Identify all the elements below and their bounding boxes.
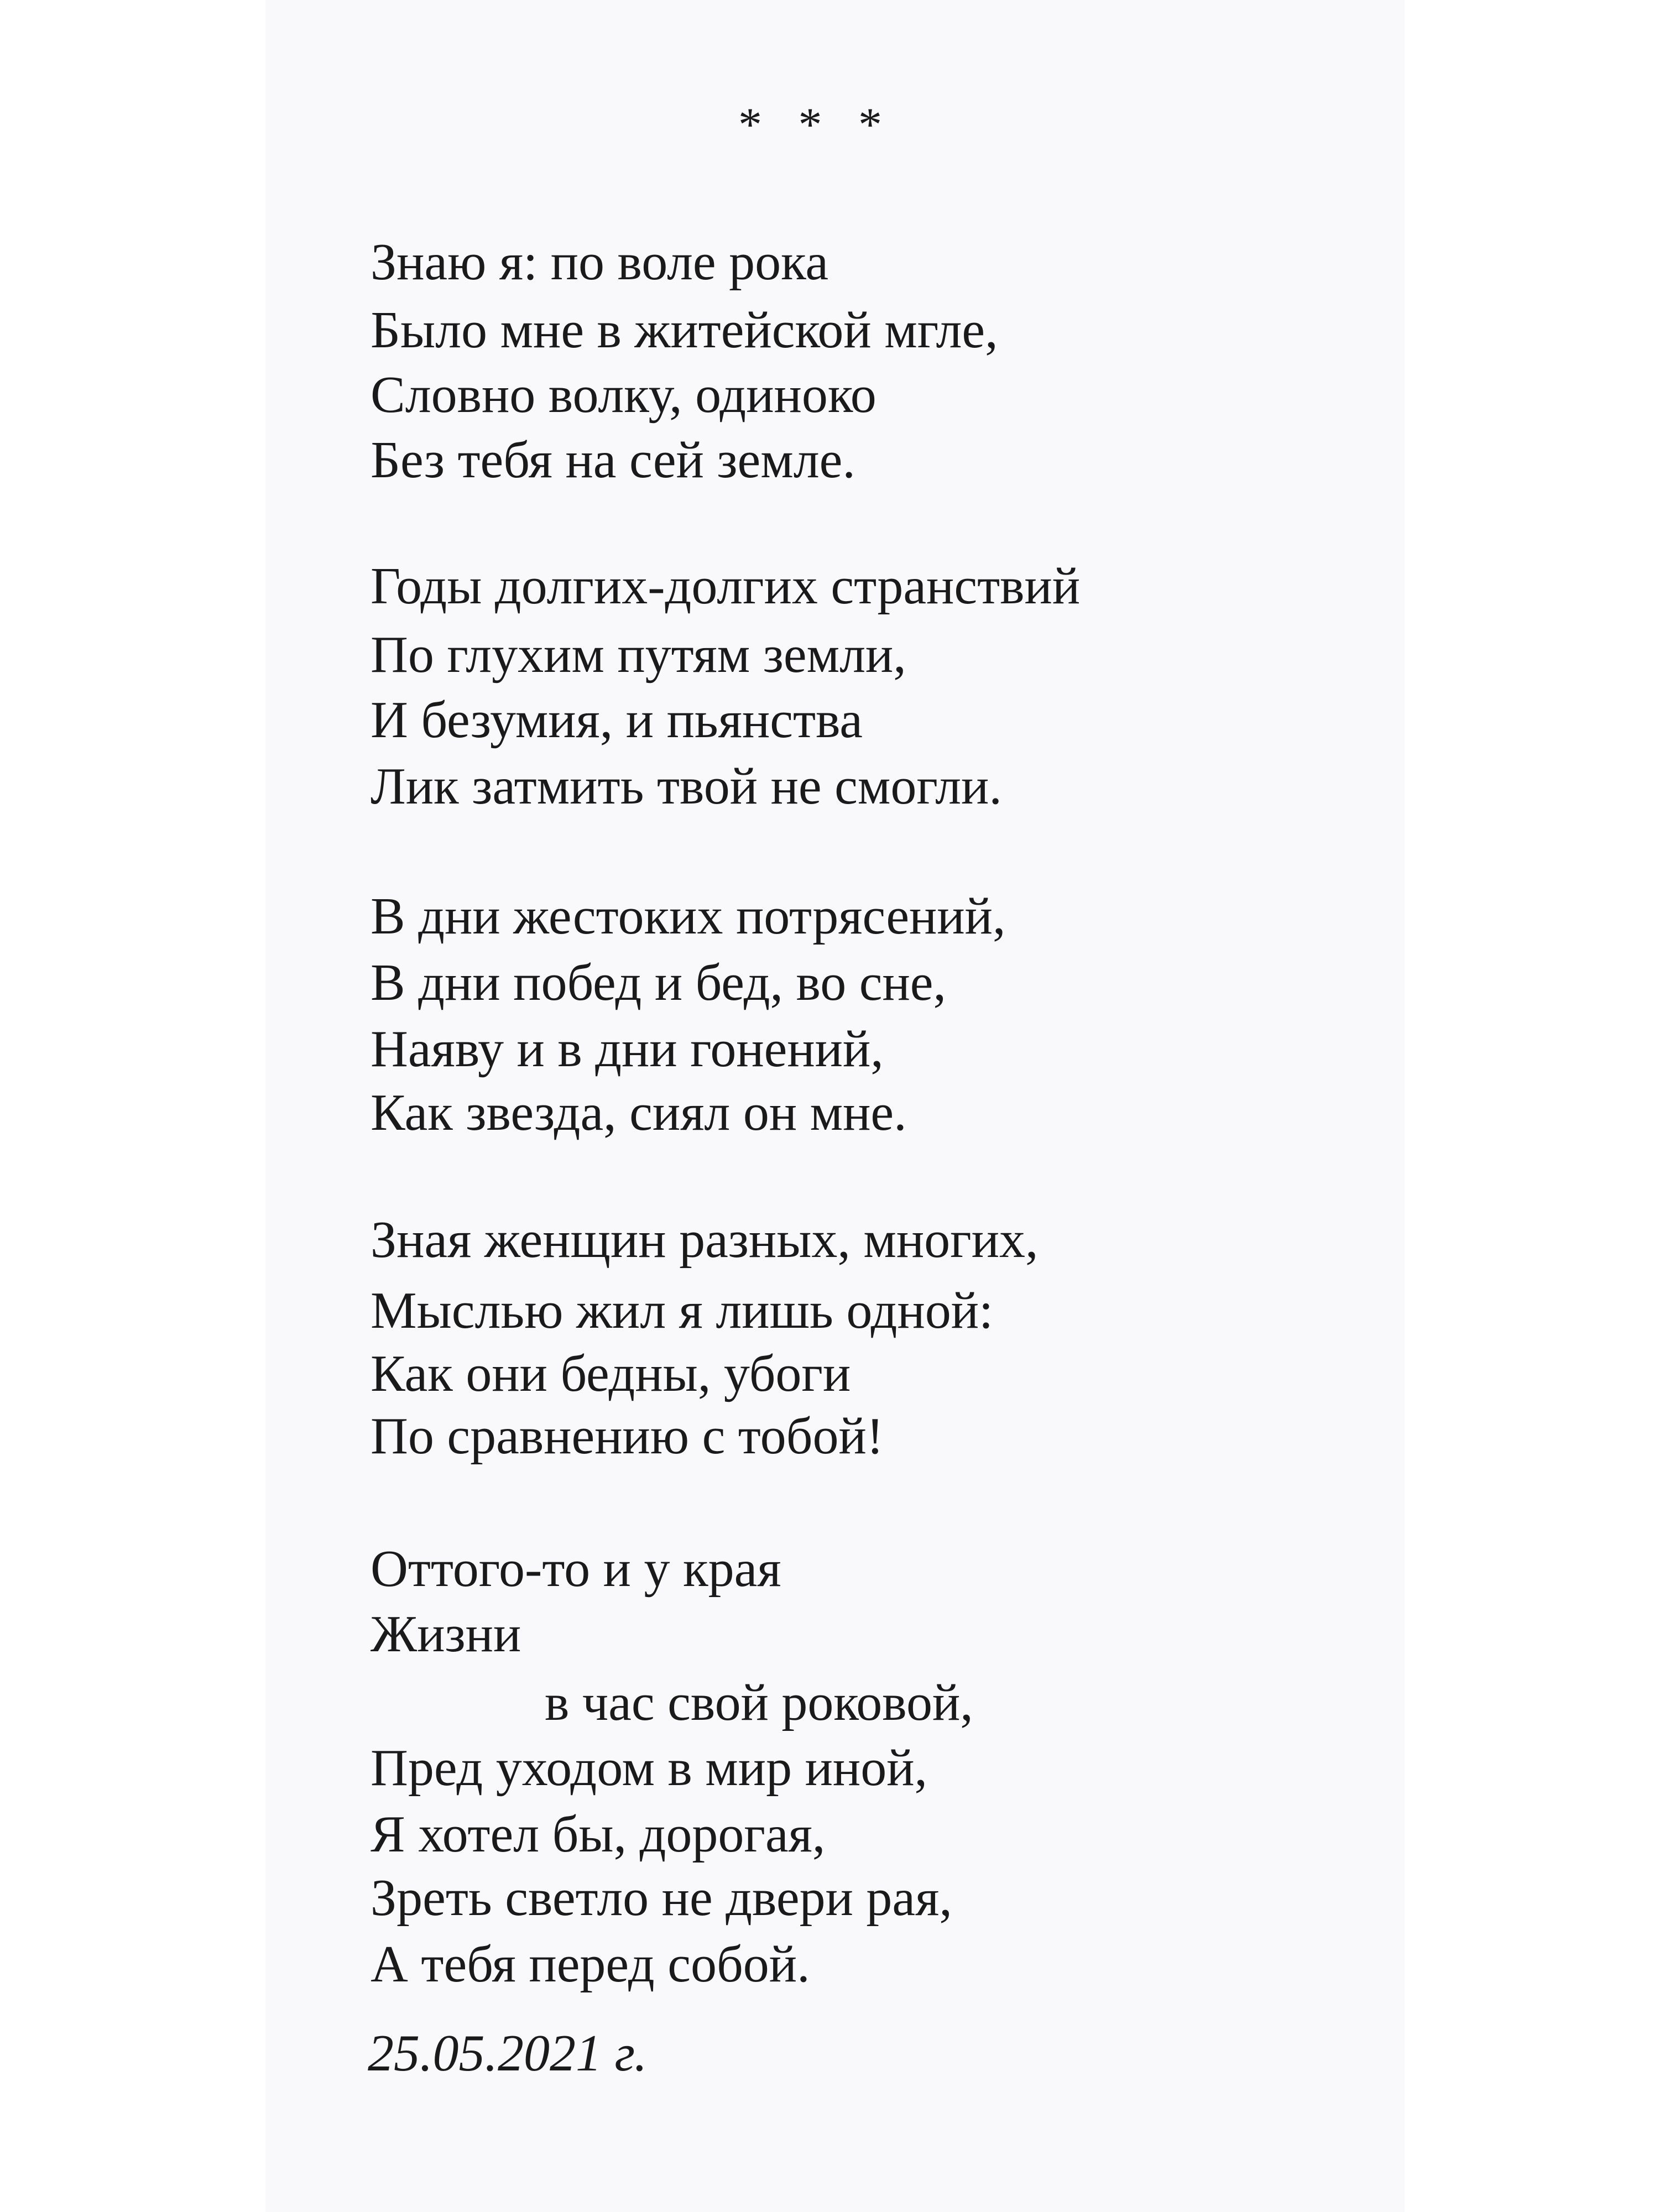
poem-line: Мыслью жил я лишь одной:: [371, 1282, 994, 1339]
poem-line: Наяву и в дни гонений,: [371, 1020, 884, 1078]
poem-line: Зная женщин разных, многих,: [371, 1211, 1039, 1269]
poem-line: А тебя перед собой.: [371, 1936, 810, 1993]
poem-line: Как звезда, сиял он мне.: [371, 1084, 907, 1141]
poem-line: Зреть светло не двери рая,: [371, 1869, 952, 1927]
poem-line: В дни жестоких потрясений,: [371, 888, 1006, 945]
poem-line: И безумия, и пьянства: [371, 691, 863, 749]
poem-line: Жизни: [371, 1605, 521, 1663]
poem-line: По сравнению с тобой!: [371, 1407, 884, 1465]
poem-line: в час свой роковой,: [545, 1674, 973, 1731]
poem-line: В дни побед и бед, во сне,: [371, 954, 947, 1011]
poem-line: Оттого-то и у края: [371, 1540, 781, 1598]
poem-line: Без тебя на сей земле.: [371, 431, 855, 489]
poem-line: Годы долгих-долгих странствий: [371, 557, 1081, 615]
poem-line: Знаю я: по воле рока: [371, 233, 829, 291]
poem-line: Я хотел бы, дорогая,: [371, 1806, 826, 1863]
poem-date: 25.05.2021 г.: [368, 2025, 648, 2082]
poem-line: Словно волку, одиноко: [371, 366, 877, 424]
poem-line: Пред уходом в мир иной,: [371, 1739, 928, 1797]
poem-line: Как они бедны, убоги: [371, 1345, 851, 1402]
stanza-separator: * * *: [738, 98, 894, 151]
poem-line: По глухим путям земли,: [371, 626, 906, 684]
poem-line: Было мне в житейской мгле,: [371, 301, 998, 359]
poem-line: Лик затмить твой не смогли.: [371, 758, 1002, 815]
